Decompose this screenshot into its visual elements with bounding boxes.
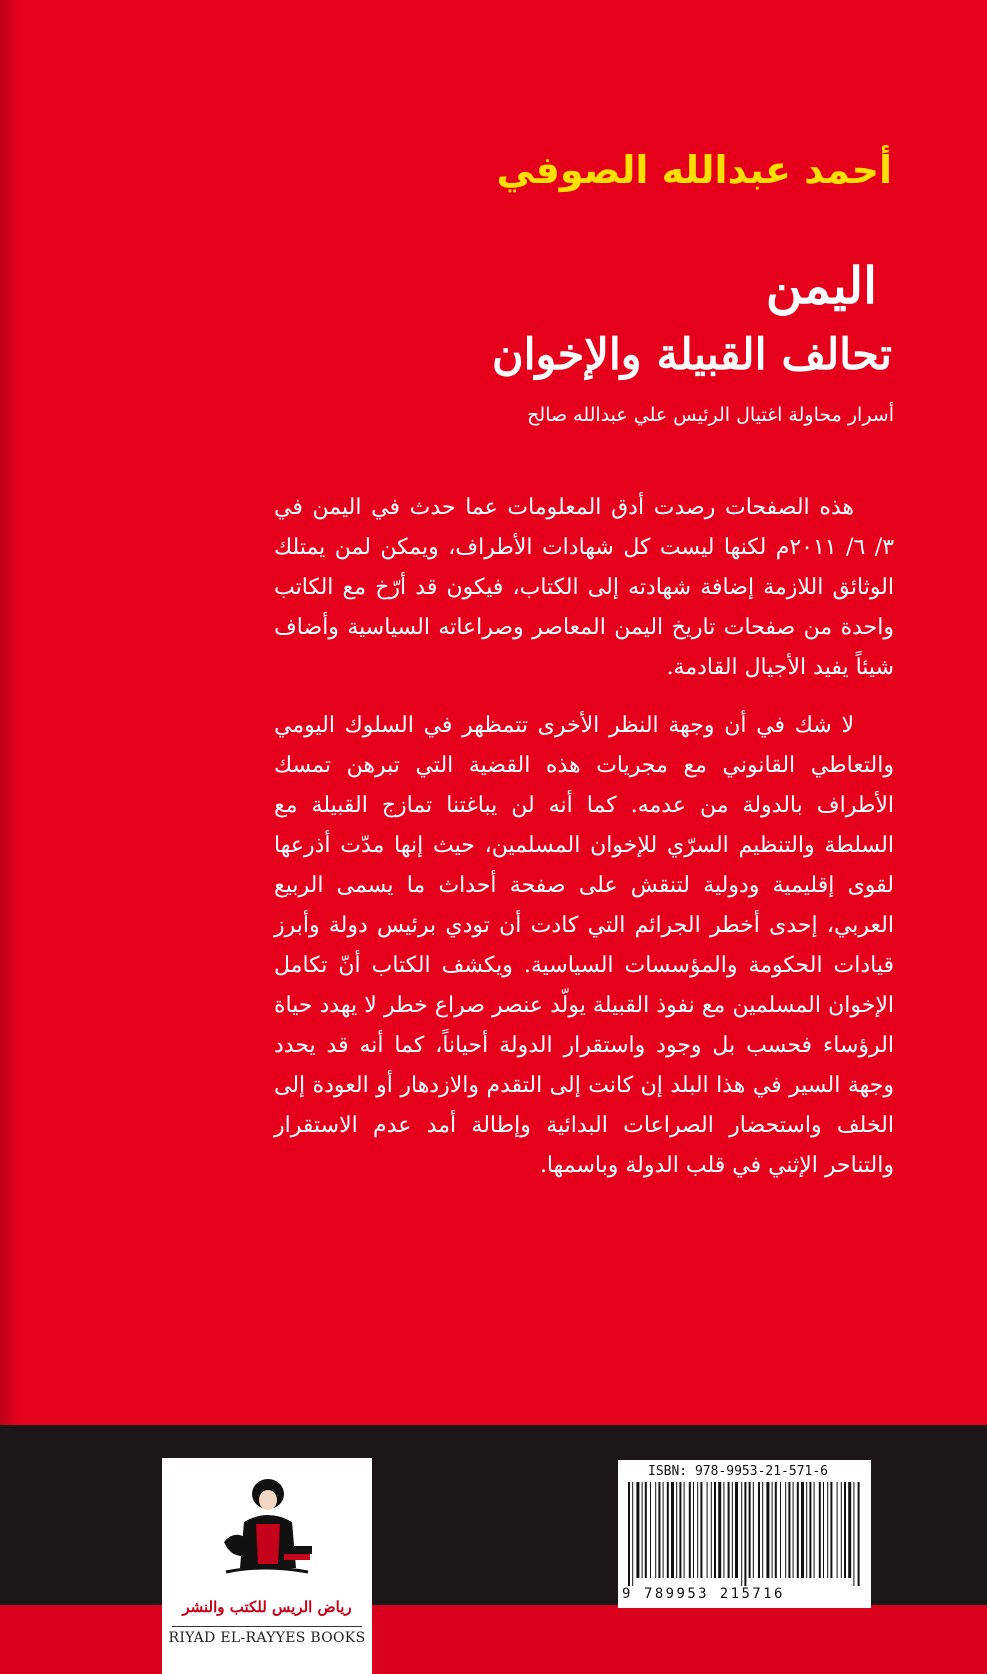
barcode-bar: [758, 1482, 760, 1578]
barcode-bar: [693, 1482, 694, 1578]
barcode-bar: [658, 1482, 660, 1578]
barcode-bar: [711, 1482, 712, 1578]
publisher-name-english: RIYAD EL-RAYYES BOOKS: [168, 1630, 366, 1646]
barcode-bar: [741, 1482, 742, 1586]
barcode-bar: [806, 1482, 807, 1578]
isbn-label: ISBN: 978-9953-21-571-6: [648, 1464, 829, 1479]
barcode-bar: [689, 1482, 691, 1578]
barcode-bar: [788, 1482, 790, 1578]
barcode-bar: [728, 1482, 730, 1578]
barcode-bar: [830, 1482, 832, 1578]
barcode-bar: [827, 1482, 828, 1578]
barcode-bar: [780, 1482, 781, 1578]
barcode-bar: [700, 1482, 702, 1578]
bottom-red-strip: [0, 1605, 987, 1674]
barcode-bar: [797, 1482, 799, 1578]
barcode-bar: [819, 1482, 821, 1578]
publisher-logo: [162, 1458, 372, 1674]
barcode-remaining-digits: 789953 215716: [644, 1586, 785, 1602]
barcode-bar: [645, 1482, 647, 1578]
barcode-bar: [772, 1482, 773, 1578]
barcode-bar: [697, 1482, 698, 1578]
barcode-bar: [848, 1482, 851, 1578]
barcode-bar: [801, 1482, 804, 1578]
spine-shadow: [0, 0, 18, 1674]
barcode-bar: [671, 1482, 674, 1578]
barcode-bar: [707, 1482, 708, 1578]
book-title: اليمن: [765, 256, 877, 315]
barcode-bar: [823, 1482, 824, 1578]
publisher-name-arabic: رياض الريس للكتب والنشر: [182, 1598, 352, 1616]
barcode-bar: [749, 1482, 751, 1578]
barcode-bar: [766, 1482, 769, 1578]
barcode-bar: [723, 1482, 724, 1578]
barcode-bar: [663, 1482, 664, 1578]
barcode-bar: [809, 1482, 811, 1578]
barcode-bar: [841, 1482, 842, 1578]
barcode-bar: [732, 1482, 733, 1578]
book-tagline: أسرار محاولة اغتيال الرئيس علي عبدالله صالح: [527, 404, 894, 426]
barcode-bar: [714, 1482, 716, 1578]
logo-divider: [172, 1626, 362, 1627]
barcode-bar: [762, 1482, 763, 1578]
barcode-bar: [628, 1482, 630, 1586]
barcode-bar: [718, 1482, 721, 1578]
barcode-bar: [650, 1482, 651, 1578]
blurb-paragraph-1: هذه الصفحات رصدت أدق المعلومات عما حدث في اليمن في ٣/ ٦/ ٢٠١١م لكنها ليست كل شهادات الأطراف، ويمكن لمن يمتلك الوثائق اللازمة إضافة شهادته إلى الكتاب، فيكون قد أرّخ مع الكاتب واحدة من صفحات تاريخ اليمن المعاصر وصراعاته السياسية وأضاف شيئاً يفيد الأجيال القادمة.: [274, 495, 895, 680]
barcode-bar: [785, 1482, 786, 1578]
barcode-bar: [679, 1482, 681, 1578]
barcode-bar: [684, 1482, 685, 1578]
author-name: أحمد عبدالله الصوفي: [496, 148, 892, 192]
barcode-bar: [793, 1482, 794, 1578]
barcode-bar: [844, 1482, 846, 1578]
barcode-bar: [735, 1482, 738, 1578]
barcode-panel: [618, 1460, 871, 1608]
barcode-bar: [814, 1482, 815, 1578]
barcode-bar: [636, 1482, 639, 1578]
barcode-first-digit: 9: [622, 1586, 631, 1602]
barcode-bar: [853, 1482, 854, 1586]
blurb: [274, 488, 894, 1186]
barcode-bar: [837, 1482, 838, 1578]
barcode-bar: [775, 1482, 777, 1578]
barcode-bar: [753, 1482, 754, 1578]
barcode-bar: [676, 1482, 677, 1578]
book-subtitle: تحالف القبيلة والإخوان: [492, 330, 892, 380]
blurb-paragraph-2: لا شك في أن وجهة النظر الأخرى تتمظهر في السلوك اليومي والتعاطي القانوني مع مجريات هذه القضية التي تبرهن تمسك الأطراف بالدولة من عدمه. كما أنه لن يباغتنا تمازج القبيلة مع السلطة والتنظيم السرّي للإخوان المسلمين، حيث إنها مدّت أذرعها لقوى إقليمية ودولية لتنقش على صفحة أحداث ما يسمى الربيع العربي، إحدى أخطر الجرائم التي كادت أن تودي برئيس دولة وأبرز قيادات الحكومة والمؤسسات السياسية. ويكشف الكتاب أنّ تكامل الإخوان المسلمين مع نفوذ القبيلة يولّد عنصر صراع خطر لا يهدد حياة الرؤساء فحسب بل وجود واستقرار الدولة أحياناً، كما أنه قد يحدد وجهة السير في هذا البلد إن كانت إلى التقدم والازدهار أو العودة إلى الخلف واستحضار الصراعات البدائية وإطالة أمد عدم الاستقرار والتناحر الإثني في قلب الدولة وباسمها.: [274, 713, 894, 1178]
publisher-emblem-icon: [204, 1472, 330, 1592]
barcode-bar: [632, 1482, 633, 1586]
barcode-bar: [744, 1482, 746, 1586]
barcode-bar: [858, 1482, 860, 1586]
barcode-bar: [642, 1482, 643, 1578]
barcode-bars: [626, 1482, 863, 1586]
barcode-bar: [667, 1482, 669, 1578]
barcode-bar: [655, 1482, 656, 1578]
